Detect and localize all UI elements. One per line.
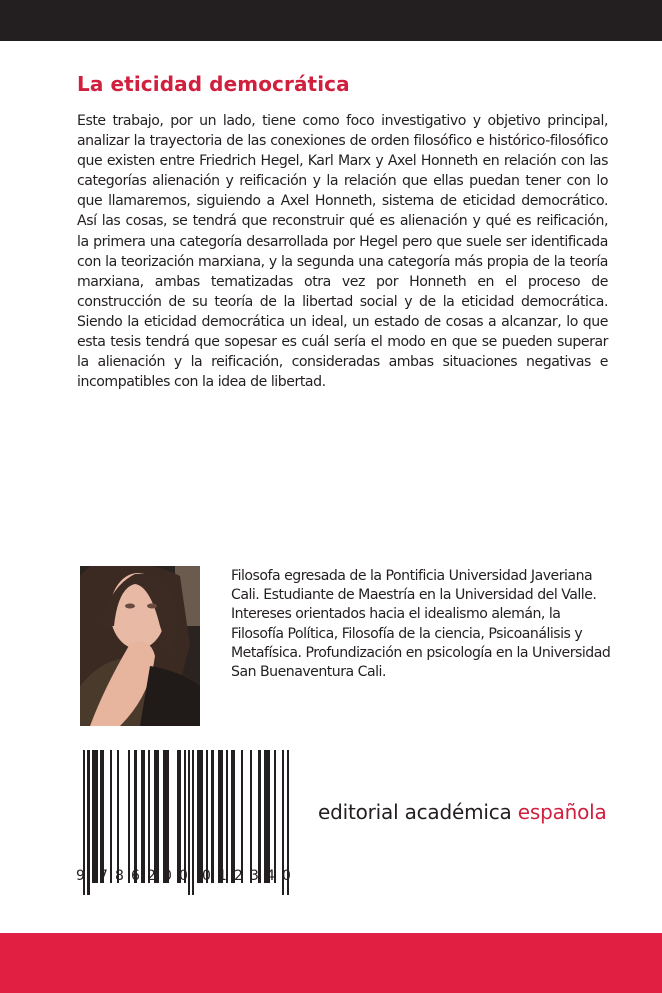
author-bio: Filosofa egresada de la Pontificia Universidad Javeriana Cali. Estudiante de Maestría en la Universidad del Valle. Intereses orientados hacia el idealismo alemán, la Filosofía Política, Filosofía de la ciencia, Psicoanálisis y Metafísica. Profundización en psicología en la Universidad San Buenaventura Cali. — [231, 568, 611, 681]
author-photo — [80, 566, 200, 726]
top-band — [0, 0, 662, 41]
isbn-digit: 4 — [266, 868, 275, 884]
isbn-digit: 1 — [218, 868, 227, 884]
isbn-digit: 0 — [163, 868, 172, 884]
book-blurb: Este trabajo, por un lado, tiene como foco investigativo y objetivo principal, analizar la trayectoria de las conexiones de orden filosófico e histórico-filosófico que existen entre Friedrich Hegel, Karl Marx y Axel Honneth en relación con las categorías alienación y reificación y la relación que ellas puedan tener con lo que llamaremos, siguiendo a Axel Honneth, sistema de eticidad democrático. Así las cosas, se tendrá que reconstruir qué es alienación y qué es reificación, la primera una categoría desarrollada por Hegel pero que suele ser identificada con la teorización marxiana, y la segunda una categoría más propia de la teoría marxiana, ambas tematizadas otra vez por Honneth en el proceso de construcción de su teoría de la libertad social y de la eticidad democrática. Siendo la eticidad democrática un ideal, un estado de cosas a alcanzar, lo que esta tesis tendrá que sopesar es cuál sería el modo en que se pueden superar la alienación y la reificación, consideradas ambas situaciones negativas e incompatibles con la idea de libertad. — [77, 113, 608, 391]
isbn-digit: 2 — [234, 868, 243, 884]
publisher-logo — [318, 800, 607, 824]
isbn-digit: 8 — [115, 868, 124, 884]
isbn-digit: 6 — [131, 868, 140, 884]
book-title: La eticidad democrática — [77, 72, 350, 96]
isbn-digit: 9 — [76, 868, 85, 884]
isbn-digit: 0 — [282, 868, 291, 884]
isbn-digit: 0 — [202, 868, 211, 884]
publisher-name-part2: española — [517, 800, 607, 824]
bottom-band — [0, 933, 662, 993]
publisher-name-part1: editorial académica — [318, 800, 518, 824]
isbn-digit: 3 — [250, 868, 259, 884]
isbn-digit: 7 — [99, 868, 108, 884]
author-portrait-icon — [80, 566, 200, 726]
isbn-digit: 2 — [147, 868, 156, 884]
isbn-digit: 0 — [179, 868, 188, 884]
